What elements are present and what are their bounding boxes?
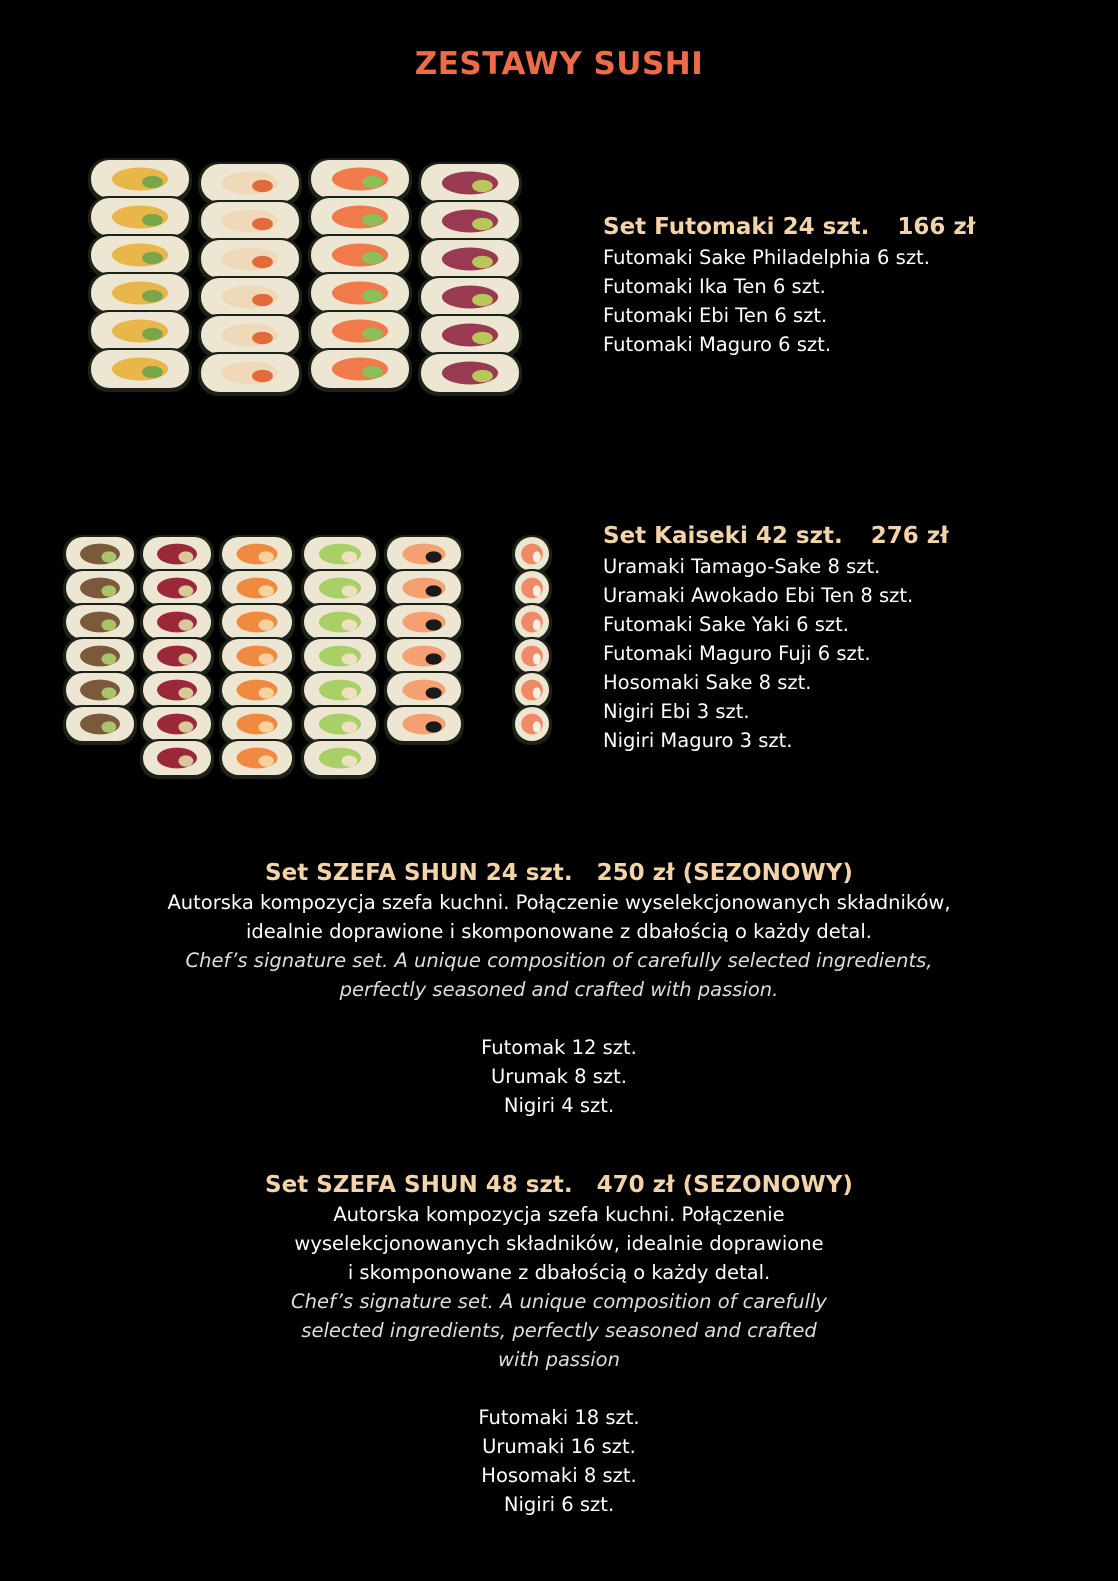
list-item: Futomak 12 szt.	[481, 1036, 637, 1059]
list-item: Nigiri Maguro 3 szt.	[603, 729, 793, 752]
set-price: 470 zł (SEZONOWY)	[596, 1172, 853, 1198]
set-items	[0, 1033, 1118, 1120]
list-item: Nigiri 4 szt.	[503, 1094, 615, 1117]
roll-column	[140, 535, 214, 779]
roll-column	[512, 535, 552, 745]
list-item: Nigiri 6 szt.	[503, 1493, 615, 1516]
set-szefa-shun-48	[0, 1170, 1118, 1519]
list-item: Futomaki Ebi Ten 6 szt.	[603, 304, 828, 327]
set-futomaki	[603, 212, 975, 359]
list-item: Nigiri Ebi 3 szt.	[603, 700, 750, 723]
roll-column	[308, 158, 412, 392]
description-pl: Autorska kompozycja szefa kuchni. Połączenie	[333, 1203, 785, 1226]
roll-column	[418, 162, 522, 396]
roll-column	[198, 162, 302, 396]
roll-column	[384, 535, 464, 745]
set-items	[603, 552, 949, 755]
set-name: Set SZEFA SHUN 48 szt.	[265, 1172, 573, 1198]
set-price: 250 zł (SEZONOWY)	[596, 860, 853, 886]
list-item: Urumaki 16 szt.	[482, 1435, 636, 1458]
description-en: with passion	[498, 1348, 620, 1371]
list-item: Futomaki Sake Philadelphia 6 szt.	[603, 246, 930, 269]
list-item: Hosomaki 8 szt.	[481, 1464, 637, 1487]
roll-column	[301, 535, 379, 779]
description-en: selected ingredients, perfectly seasoned and crafted	[301, 1319, 817, 1342]
set-title	[603, 521, 949, 551]
set-name: Set SZEFA SHUN 24 szt.	[265, 860, 573, 886]
description-en: Chef’s signature set. A unique composition of carefully	[291, 1290, 827, 1313]
set-description	[224, 1200, 894, 1374]
futomaki-set-photo	[78, 120, 538, 440]
set-name: Set Kaiseki 42 szt.	[603, 523, 843, 549]
list-item: Hosomaki Sake 8 szt.	[603, 671, 812, 694]
set-price: 166 zł	[897, 214, 976, 240]
roll-column	[219, 535, 295, 779]
description-en: Chef’s signature set. A unique composition of carefully selected ingredients,	[185, 949, 933, 972]
description-pl: Autorska kompozycja szefa kuchni. Połączenie wyselekcjonowanych składników,	[167, 891, 951, 914]
set-title	[0, 858, 1118, 888]
set-price: 276 zł	[870, 523, 949, 549]
description-en: perfectly seasoned and crafted with passion.	[339, 978, 779, 1001]
kaiseki-set-photo	[62, 505, 562, 810]
page-title: ZESTAWY SUSHI	[414, 46, 704, 82]
set-title	[0, 1170, 1118, 1200]
list-item: Futomaki Ika Ten 6 szt.	[603, 275, 826, 298]
set-items	[0, 1403, 1118, 1519]
list-item: Uramaki Awokado Ebi Ten 8 szt.	[603, 584, 914, 607]
set-description	[79, 888, 1039, 1004]
set-kaiseki	[603, 521, 949, 755]
list-item: Futomaki Sake Yaki 6 szt.	[603, 613, 849, 636]
list-item: Futomaki Maguro Fuji 6 szt.	[603, 642, 871, 665]
description-pl: idealnie doprawione i skomponowane z dbałością o każdy detal.	[245, 920, 872, 943]
list-item: Futomaki 18 szt.	[478, 1406, 640, 1429]
set-title	[603, 212, 975, 242]
set-name: Set Futomaki 24 szt.	[603, 214, 870, 240]
set-items	[603, 243, 975, 359]
list-item: Uramaki Tamago-Sake 8 szt.	[603, 555, 881, 578]
roll-column	[88, 158, 192, 392]
description-pl: i skomponowane z dbałością o każdy detal.	[347, 1261, 771, 1284]
description-pl: wyselekcjonowanych składników, idealnie doprawione	[294, 1232, 824, 1255]
roll-column	[63, 535, 137, 745]
list-item: Urumak 8 szt.	[491, 1065, 627, 1088]
list-item: Futomaki Maguro 6 szt.	[603, 333, 832, 356]
set-szefa-shun-24	[0, 858, 1118, 1120]
